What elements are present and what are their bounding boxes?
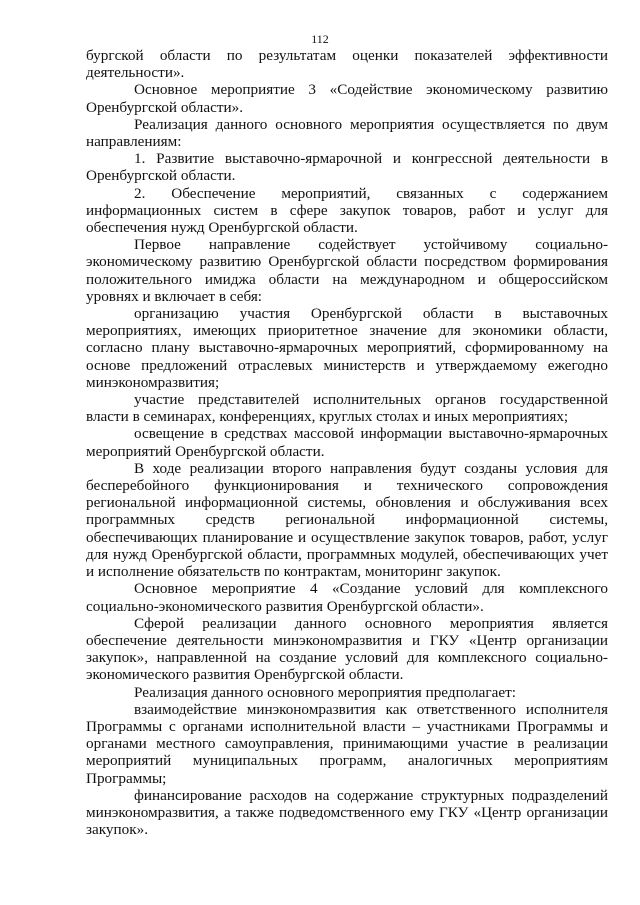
list-item-media: освещение в средствах массовой информации выставочно-ярмарочных мероприятий Оренбургской области.: [86, 425, 608, 460]
paragraph-second-direction: В ходе реализации второго направления будут созданы условия для бесперебойного функционирования и технического сопровождения региональной информационной системы, обновления и обслуживания всех программных средств региональной информационной системы, обеспечивающих планирование и осуществление закупок товаров, работ, услуг для нужд Оренбургской области, программных модулей, обеспечивающих учет и исполнение обязательств по контрактам, мониторинг закупок.: [86, 459, 608, 581]
list-item-interaction: взаимодействие минэкономразвития как ответственного исполнителя Программы с органами исполнительной власти – участниками Программы и органами местного самоуправления, принимающими участие в реализации мероприятий муниципальных программ, аналогичных мероприятиям Программы;: [86, 700, 608, 787]
paragraph-two-directions: Реализация данного основного мероприятия осуществляется по двум направлениям:: [86, 115, 608, 151]
paragraph-implementation: Реализация данного основного мероприятия предполагает:: [134, 683, 516, 701]
list-item-direction-1: 1. Развитие выставочно-ярмарочной и конгрессной деятельности в Оренбургской области.: [86, 150, 608, 185]
list-item-financing: финансирование расходов на содержание структурных подразделений минэкономразвития, а также подведомственного ему ГКУ «Центр организации закупок».: [86, 786, 608, 839]
paragraph-continuation: бургской области по результатам оценки показателей эффективности деятельности».: [86, 47, 608, 82]
paragraph-main-activity-3: Основное мероприятие 3 «Содействие экономическому развитию Оренбургской области».: [86, 81, 608, 116]
list-item-exhibitions: организацию участия Оренбургской области в выставочных мероприятиях, имеющих приоритетное значение для экономики области, согласно плану выставочно-ярмарочных мероприятий, сформированному на основе предложений отраслевых министерств и утверждаемому ежегодно минэкономразвития;: [86, 305, 608, 391]
paragraph-first-direction: Первое направление содействует устойчивому социально-экономическому развитию Оренбургской области посредством формирования положительного имиджа области на международном и общероссийском уровнях и включает в себя:: [86, 236, 608, 305]
document-body: [86, 47, 608, 838]
paragraph-main-activity-4: Основное мероприятие 4 «Создание условий для комплексного социально-экономического развития Оренбургской области».: [86, 580, 608, 615]
page-number: 112: [311, 32, 329, 46]
paragraph-scope: Сферой реализации данного основного мероприятия является обеспечение деятельности минэкономразвития и ГКУ «Центр организации закупок», направленной на создание условий для комплексного социально-экономического развития Оренбургской области.: [86, 614, 608, 684]
list-item-seminars: участие представителей исполнительных органов государственной власти в семинарах, конференциях, круглых столах и иных мероприятиях;: [86, 391, 608, 426]
list-item-direction-2: 2. Обеспечение мероприятий, связанных с содержанием информационных систем в сфере закупок товаров, работ и услуг для обеспечения нужд Оренбургской области.: [86, 184, 608, 237]
